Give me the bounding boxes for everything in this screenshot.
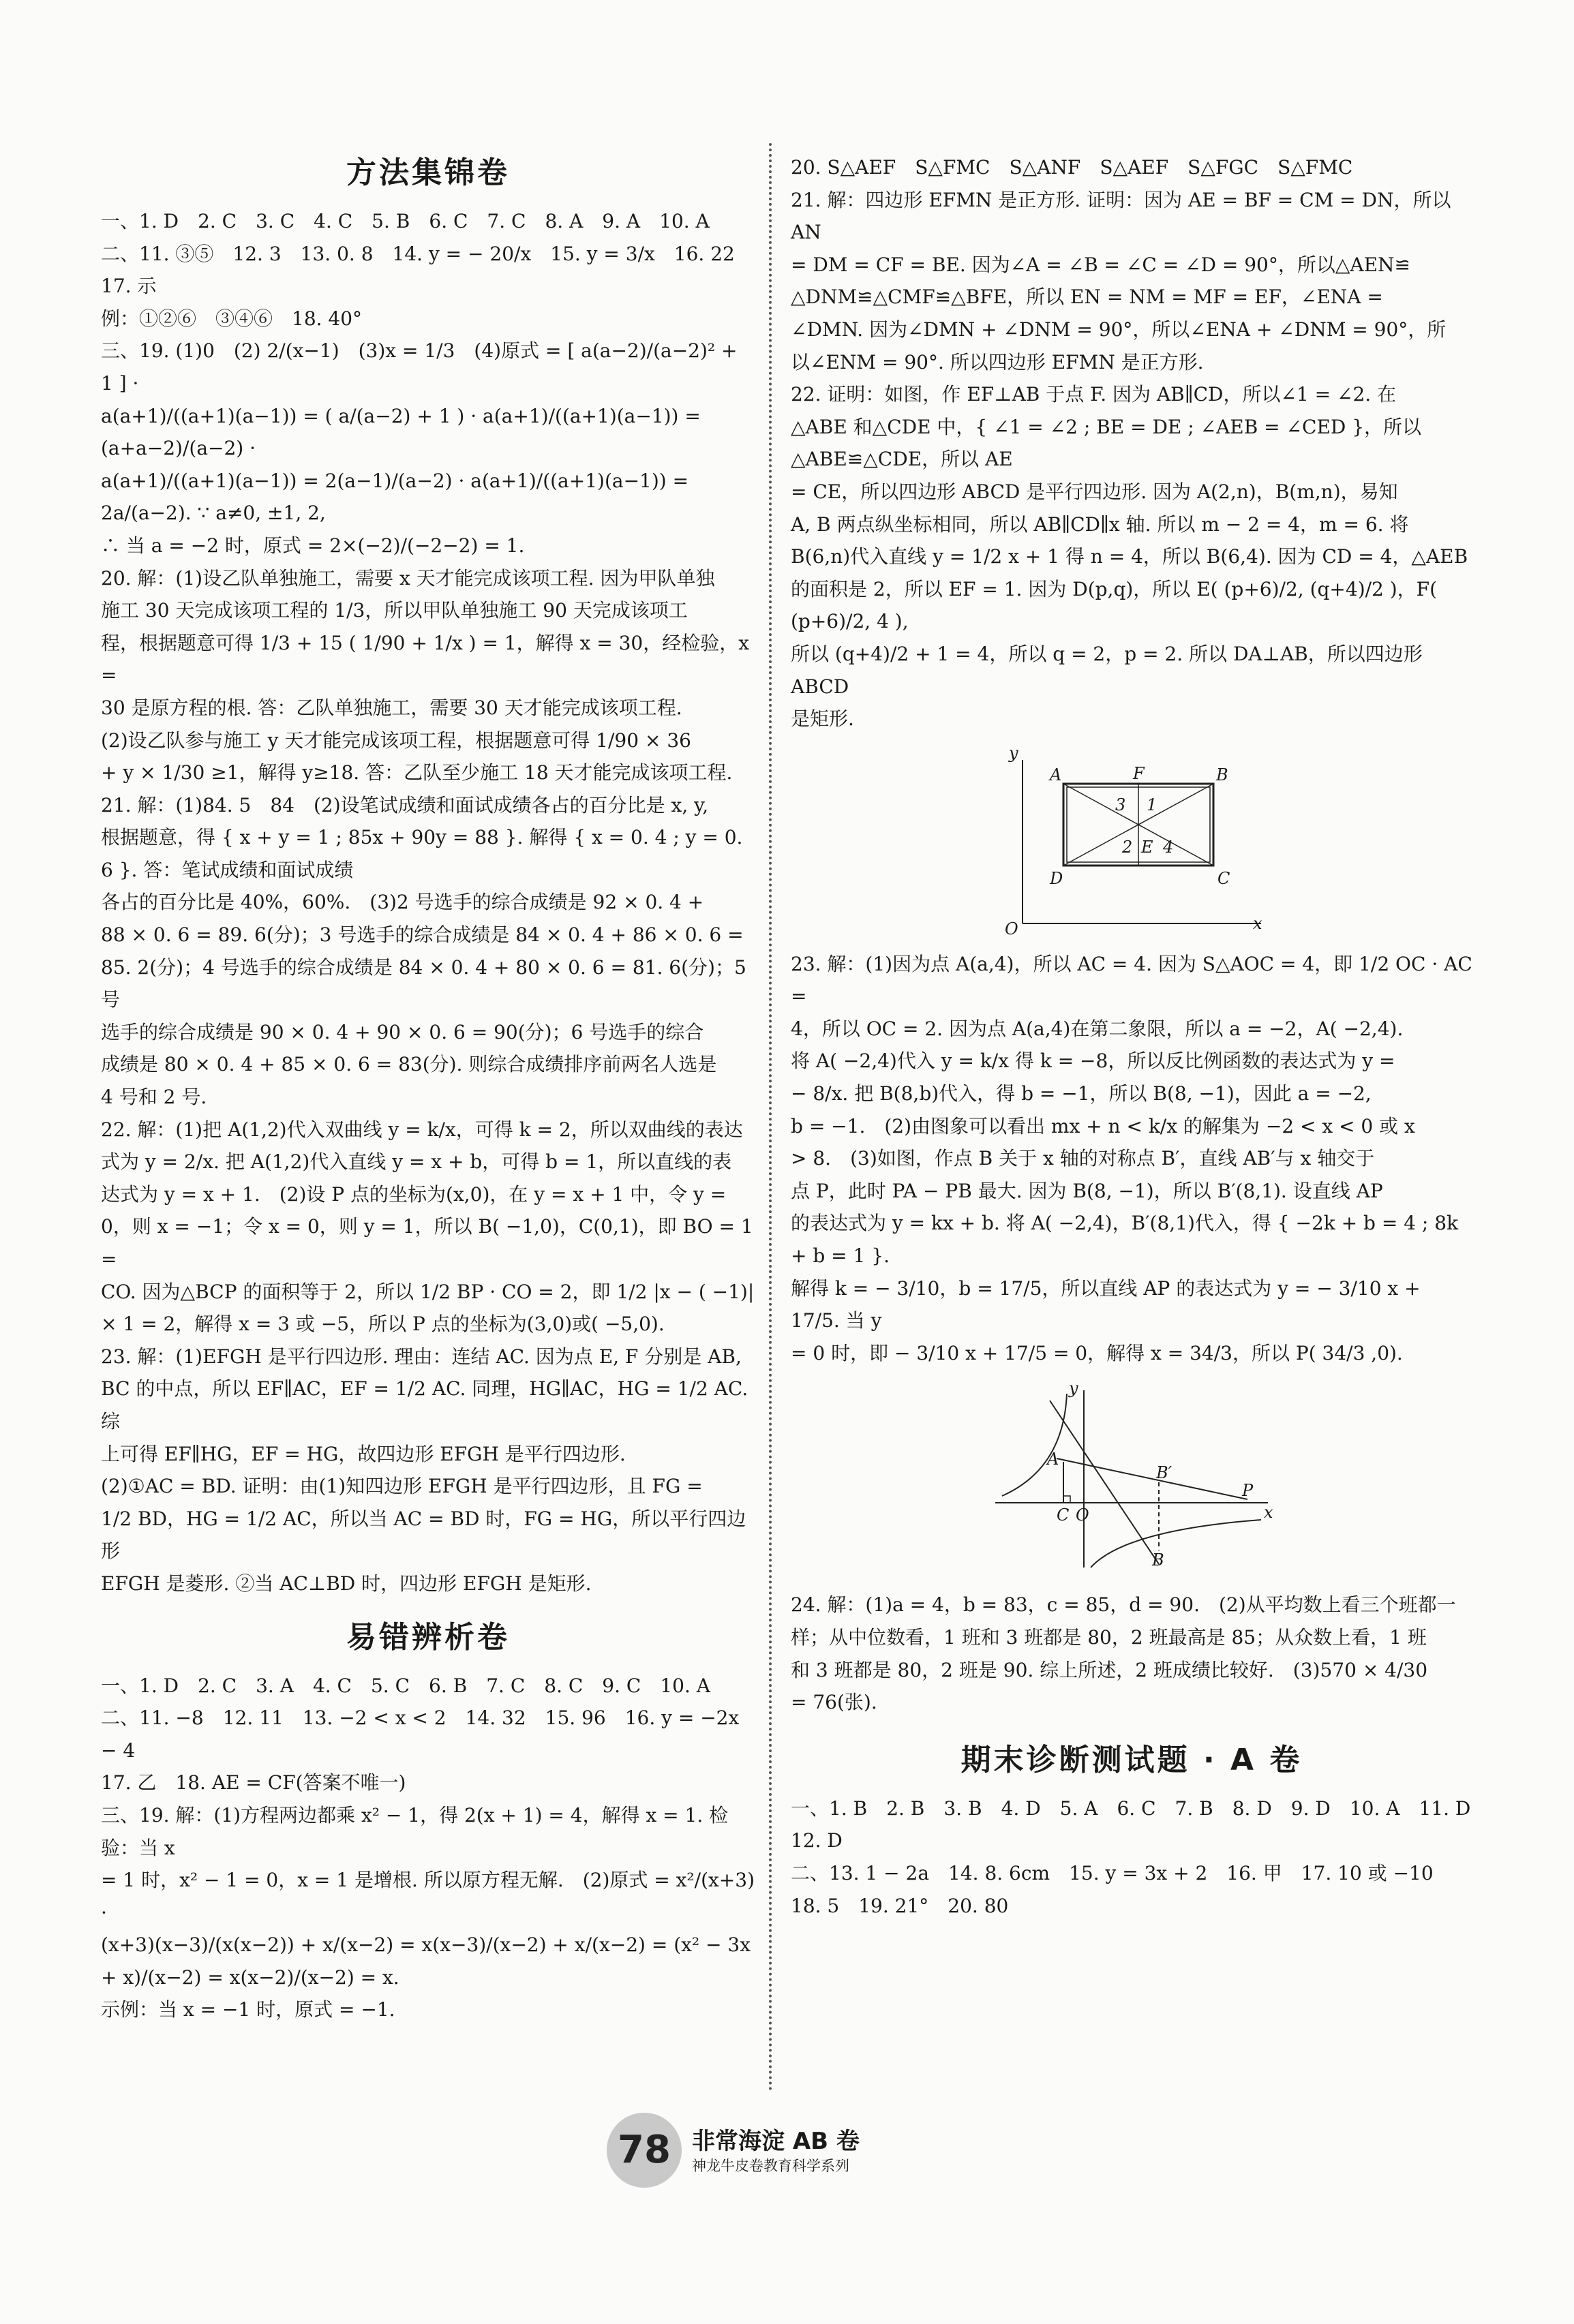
answer-line: a(a+1)/((a+1)(a−1)) = ( a/(a−2) + 1 ) · a(a+1)/((a+1)(a−1)) = (a+a−2)/(a−2) · xyxy=(101,404,701,460)
answer-line: a(a+1)/((a+1)(a−1)) = 2(a−1)/(a−2) · a(a+1)/((a+1)(a−1)) = 2a/(a−2). ∵ a≠0, ±1, 2, xyxy=(101,469,689,525)
hyperbola-branch-upper-left xyxy=(1002,1394,1067,1496)
answer-line: A, B 两点纵坐标相同，所以 AB∥CD∥x 轴. 所以 m − 2 = 4，m = 6. 将 xyxy=(791,513,1409,536)
answer-line: + y × 1/30 ≥1，解得 y≥18. 答：乙队至少施工 18 天才能完成该项工程. xyxy=(101,761,733,784)
answer-line: 式为 y = 2/x. 把 A(1,2)代入直线 y = x + b，可得 b = 1，所以直线的表 xyxy=(101,1150,732,1174)
page-number: 78 xyxy=(607,2113,682,2188)
answer-line: (2)设乙队参与施工 y 天才能完成该项工程，根据题意可得 1/90 × 36 xyxy=(101,729,691,752)
answer-line: 23. 解：(1)因为点 A(a,4)，所以 AC = 4. 因为 S△AOC = 4，即 1/2 OC · AC = xyxy=(791,952,1472,1008)
answer-line: 以∠ENM = 90°. 所以四边形 EFMN 是正方形. xyxy=(791,350,1204,373)
answer-line: 17. 乙 18. AE = CF(答案不唯一) xyxy=(101,1771,406,1794)
fig1-label-c: C xyxy=(1217,868,1230,888)
answer-line: 一、1. D 2. C 3. C 4. C 5. B 6. C 7. C 8. A 9. A 10. A xyxy=(101,210,710,232)
answer-line: 根据题意，得 { x + y = 1 ; 85x + 90y = 88 }. 解得 { x = 0. 4 ; y = 0. 6 }. 答：笔试成绩和面试成绩 xyxy=(101,826,743,881)
right-answers-part-a xyxy=(791,151,1472,735)
section-title-final-test-a: 期末诊断测试题 · A 卷 xyxy=(960,1742,1303,1777)
answer-line: 各占的百分比是 40%，60%. (3)2 号选手的综合成绩是 92 × 0. 4 + xyxy=(101,891,704,914)
answer-line: 1/2 BD，HG = 1/2 AC，所以当 AC = BD 时，FG = HG，所以平行四边形 xyxy=(101,1507,746,1563)
answer-line: 30 是原方程的根. 答：乙队单独施工，需要 30 天才能完成该项工程. xyxy=(101,696,682,719)
answer-line: (2)①AC = BD. 证明：由(1)知四边形 EFGH 是平行四边形，且 FG = xyxy=(101,1475,703,1498)
right-angle-mark xyxy=(1063,1496,1070,1503)
answer-line: 一、1. B 2. B 3. B 4. D 5. A 6. C 7. B 8. D 9. D 10. A 11. D xyxy=(791,1796,1471,1820)
fig1-x-label: x xyxy=(1253,913,1262,933)
column-divider xyxy=(769,143,772,2092)
fig1-label-1: 1 xyxy=(1147,795,1157,814)
fig1-label-2: 2 xyxy=(1122,837,1133,857)
answer-line: 12. D xyxy=(791,1829,843,1852)
fig2-label-a: A xyxy=(1047,1450,1059,1469)
answer-line: = 1 时，x² − 1 = 0，x = 1 是增根. 所以原方程无解. (2)原式 = x²/(x+3) · xyxy=(101,1869,755,1924)
fig2-label-o: O xyxy=(1076,1505,1089,1525)
answer-line: 二、11. −8 12. 11 13. −2 < x < 2 14. 32 15. 96 16. y = −2x − 4 xyxy=(101,1707,740,1762)
answer-line: 三、19. 解：(1)方程两边都乘 x² − 1，得 2(x + 1) = 4，解得 x = 1. 检验：当 x xyxy=(101,1803,729,1859)
answer-line: 程，根据题意可得 1/3 + 15 ( 1/90 + 1/x ) = 1，解得 x = 30，经检验，x = xyxy=(101,631,750,687)
fig1-label-d: D xyxy=(1050,868,1063,888)
answer-line: 22. 证明：如图，作 EF⊥AB 于点 F. 因为 AB∥CD，所以∠1 = ∠2. 在 xyxy=(791,383,1397,406)
answer-line: 示例：当 x = −1 时，原式 = −1. xyxy=(101,1998,395,2021)
fig2-y-label: y xyxy=(1069,1379,1078,1398)
answer-line: 20. S△AEF S△FMC S△ANF S△AEF S△FGC S△FMC xyxy=(791,156,1353,179)
answer-line: b = −1. (2)由图象可以看出 mx + n < k/x 的解集为 −2 < x < 0 或 x xyxy=(791,1114,1415,1137)
answer-line: 21. 解：四边形 EFMN 是正方形. 证明：因为 AE = BF = CM = DN，所以 AN xyxy=(791,188,1451,244)
right-answers-part-b xyxy=(791,948,1472,1370)
answer-line: ∴ 当 a = −2 时，原式 = 2×(−2)/(−2−2) = 1. xyxy=(101,534,525,557)
answer-line: 的表达式为 y = kx + b. 将 A( −2,4)，B′(8,1)代入，得 { −2k + b = 4 ; 8k + b = 1 }. xyxy=(791,1212,1459,1268)
answer-line: 18. 5 19. 21° 20. 80 xyxy=(791,1894,1009,1917)
fig2-label-b: B xyxy=(1152,1550,1164,1570)
hyperbola-figure-svg xyxy=(988,1387,1275,1571)
answer-line: 点 P，此时 PA − PB 最大. 因为 B(8, −1)，所以 B′(8,1). 设直线 AP xyxy=(791,1179,1383,1202)
answer-line: 样；从中位数看，1 班和 3 班都是 80，2 班最高是 85；从众数上看，1 班 xyxy=(791,1626,1427,1649)
line-ab xyxy=(1050,1401,1159,1564)
answer-line: 二、11. ③⑤ 12. 3 13. 0. 8 14. y = − 20/x 15. y = 3/x 16. 22 17. 示 xyxy=(101,242,754,298)
answer-line: 所以 (q+4)/2 + 1 = 4，所以 q = 2，p = 2. 所以 DA⊥AB，所以四边形 ABCD xyxy=(791,642,1423,698)
answer-line: 88 × 0. 6 = 89. 6(分)；3 号选手的综合成绩是 84 × 0. 4 + 86 × 0. 6 = xyxy=(101,923,744,947)
answer-line: 是矩形. xyxy=(791,707,854,731)
section-title-methods: 方法集锦卷 xyxy=(346,155,510,190)
answer-line: 0，则 x = −1；令 x = 0，则 y = 1，所以 B( −1,0)，C(0,1)，即 BO = 1 = xyxy=(101,1215,753,1270)
right-answers-part-c xyxy=(791,1589,1472,1718)
answer-line: 22. 解：(1)把 A(1,2)代入双曲线 y = k/x，可得 k = 2，所以双曲线的表达 xyxy=(101,1118,743,1141)
fig1-label-3: 3 xyxy=(1115,795,1126,814)
fig2-label-c: C xyxy=(1057,1505,1070,1525)
answer-line: 三、19. (1)0 (2) 2/(x−1) (3)x = 1/3 (4)原式 = [ a(a−2)/(a−2)² + 1 ] · xyxy=(101,339,738,395)
answer-line: = 76(张). xyxy=(791,1691,877,1714)
answer-line: 4 号和 2 号. xyxy=(101,1086,207,1109)
fig1-label-a: A xyxy=(1050,765,1062,784)
right-column xyxy=(791,151,1472,1922)
fig1-label-4: 4 xyxy=(1163,837,1174,857)
answer-line: = CE，所以四边形 ABCD 是平行四边形. 因为 A(2,n)，B(m,n)，易知 xyxy=(791,480,1398,503)
answer-line: CO. 因为△BCP 的面积等于 2，所以 1/2 BP · CO = 2，即 1/2 |x − ( −1)| xyxy=(101,1280,755,1303)
answer-line: 上可得 EF∥HG，EF = HG，故四边形 EFGH 是平行四边形. xyxy=(101,1442,626,1465)
answer-line: 24. 解：(1)a = 4，b = 83，c = 85，d = 90. (2)从平均数上看三个班都一 xyxy=(791,1593,1456,1617)
answer-line: × 1 = 2，解得 x = 3 或 −5，所以 P 点的坐标为(3,0)或( −5,0). xyxy=(101,1313,665,1336)
answer-line: − 8/x. 把 B(8,b)代入，得 b = −1，所以 B(8, −1)，因此 a = −2, xyxy=(791,1082,1372,1105)
answer-line: ∠DMN. 因为∠DMN + ∠DNM = 90°，所以∠ENA + ∠DNM = 90°，所 xyxy=(791,318,1447,341)
answer-line: 和 3 班都是 80，2 班是 90. 综上所述，2 班成绩比较好. (3)570 × 4/30 xyxy=(791,1658,1428,1681)
fig1-label-b: B xyxy=(1216,765,1228,784)
methods-answers xyxy=(101,205,755,1600)
answer-line: 23. 解：(1)EFGH 是平行四边形. 理由：连结 AC. 因为点 E, F 分别是 AB, xyxy=(101,1345,742,1368)
rectangle-figure xyxy=(995,743,1268,938)
answer-line: 施工 30 天完成该项工程的 1/3，所以甲队单独施工 90 天完成该项工 xyxy=(101,599,688,622)
hyperbola-branch-lower-right xyxy=(1091,1520,1261,1568)
answer-line: 20. 解：(1)设乙队单独施工，需要 x 天才能完成该项工程. 因为甲队单独 xyxy=(101,566,715,590)
hyperbola-figure xyxy=(988,1379,1275,1571)
fig2-label-p: P xyxy=(1242,1481,1254,1501)
answer-line: 一、1. D 2. C 3. A 4. C 5. C 6. B 7. C 8. C 9. C 10. A xyxy=(101,1674,710,1697)
section-title-error-analysis: 易错辨析卷 xyxy=(346,1619,510,1655)
answer-line: 将 A( −2,4)代入 y = k/x 得 k = −8，所以反比例函数的表达式为 y = xyxy=(791,1050,1395,1073)
fig1-label-e: E xyxy=(1141,837,1153,857)
left-column xyxy=(101,133,755,2026)
answer-line: 85. 2(分)；4 号选手的综合成绩是 84 × 0. 4 + 80 × 0. 6 = 81. 6(分)；5 号 xyxy=(101,955,746,1011)
answer-line: 二、13. 1 − 2a 14. 8. 6cm 15. y = 3x + 2 16. 甲 17. 10 或 −10 xyxy=(791,1861,1434,1884)
answer-line: 达式为 y = x + 1. (2)设 P 点的坐标为(x,0)，在 y = x + 1 中，令 y = xyxy=(101,1182,727,1206)
answer-line: 成绩是 80 × 0. 4 + 85 × 0. 6 = 83(分). 则综合成绩排序前两名人选是 xyxy=(101,1053,717,1076)
fig1-origin-label: O xyxy=(1005,919,1018,938)
answer-line: 解得 k = − 3/10，b = 17/5，所以直线 AP 的表达式为 y = − 3/10 x + 17/5. 当 y xyxy=(791,1276,1421,1332)
final-test-answers xyxy=(791,1792,1472,1922)
fig1-label-f: F xyxy=(1133,763,1145,783)
fig2-label-b-prime: B′ xyxy=(1156,1463,1172,1483)
answer-line: 例：①②⑥ ③④⑥ 18. 40° xyxy=(101,307,363,330)
answer-line: BC 的中点，所以 EF∥AC，EF = 1/2 AC. 同理，HG∥AC，HG = 1/2 AC. 综 xyxy=(101,1377,748,1433)
answer-line: = DM = CF = BE. 因为∠A = ∠B = ∠C = ∠D = 90°，所以△AEN≌ xyxy=(791,253,1411,276)
answer-line: 21. 解：(1)84. 5 84 (2)设笔试成绩和面试成绩各占的百分比是 x, y, xyxy=(101,793,709,816)
answer-line: > 8. (3)如图，作点 B 关于 x 轴的对称点 B′，直线 AB′与 x 轴交于 xyxy=(791,1147,1375,1170)
answer-line: (x+3)(x−3)/(x(x−2)) + x/(x−2) = x(x−3)/(x−2) + x/(x−2) = (x² − 3x + x)/(x−2) = x(x−2)/(x−2) = x. xyxy=(101,1933,751,1989)
error-analysis-answers xyxy=(101,1670,755,2027)
answer-line: 选手的综合成绩是 90 × 0. 4 + 90 × 0. 6 = 90(分)；6 号选手的综合 xyxy=(101,1020,704,1043)
answer-line: = 0 时，即 − 3/10 x + 17/5 = 0，解得 x = 34/3，所以 P( 34/3 ,0). xyxy=(791,1341,1403,1364)
series-title: 非常海淀 AB 卷 xyxy=(692,2128,860,2155)
answer-line: 4，所以 OC = 2. 因为点 A(a,4)在第二象限，所以 a = −2，A( −2,4). xyxy=(791,1017,1404,1040)
answer-line: B(6,n)代入直线 y = 1/2 x + 1 得 n = 4，所以 B(6,4). 因为 CD = 4，△AEB xyxy=(791,545,1468,568)
series-subtitle: 神龙牛皮卷教育科学系列 xyxy=(692,2158,849,2174)
answer-line: △ABE 和△CDE 中，{ ∠1 = ∠2 ; BE = DE ; ∠AEB = ∠CED }，所以△ABE≌△CDE，所以 AE xyxy=(791,415,1422,471)
answer-line: 的面积是 2，所以 EF = 1. 因为 D(p,q)，所以 E( (p+6)/2, (q+4)/2 )，F( (p+6)/2, 4 ), xyxy=(791,577,1438,633)
answer-line: △DNM≌△CMF≌△BFE，所以 EN = NM = MF = EF，∠ENA = xyxy=(791,286,1383,309)
answer-line: EFGH 是菱形. ②当 AC⊥BD 时，四边形 EFGH 是矩形. xyxy=(101,1572,592,1595)
line-ab-prime xyxy=(1057,1458,1247,1499)
page-footer xyxy=(607,2113,948,2208)
fig1-y-label: y xyxy=(1009,743,1018,763)
fig2-x-label: x xyxy=(1264,1503,1273,1523)
